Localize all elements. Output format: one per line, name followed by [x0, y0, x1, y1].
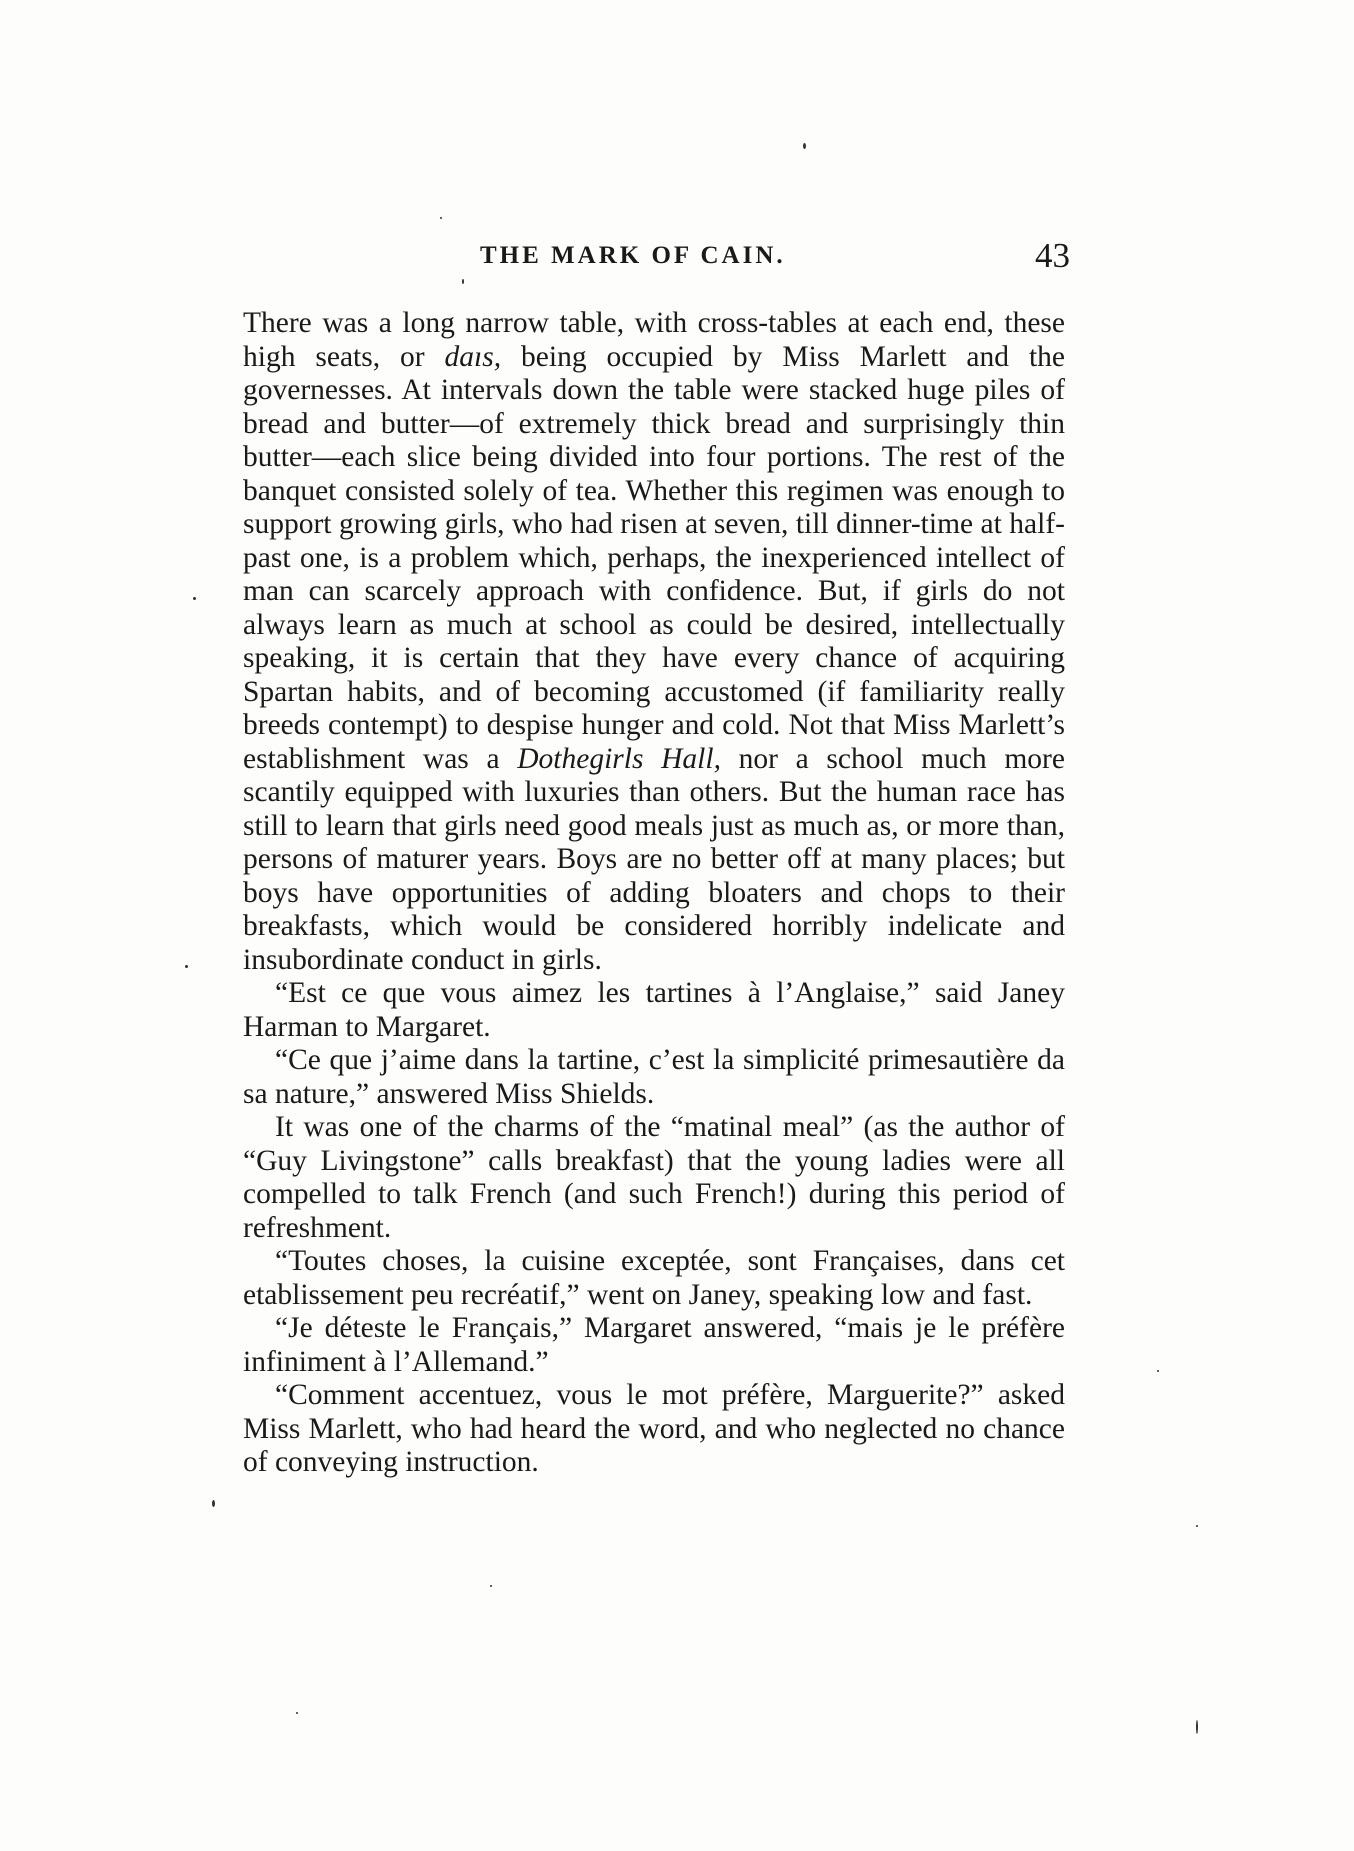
text-run: “Comment accentuez, vous le mot préfère, Marguerite?” asked Miss Marlett, who had heard the word, and who neglected no chance of conveying instruction.	[243, 1379, 1065, 1478]
paragraph	[243, 1111, 1065, 1245]
text-run: “Ce que j’aime dans la tartine, c’est la simplicité primesautière da sa nature,” answered Miss Shields.	[243, 1044, 1065, 1110]
italic-text: Dothegirls Hall,	[517, 742, 721, 775]
text-run: There was a long narrow table, with cross-tables at each end, these high seats, or	[243, 307, 1065, 373]
page-number: 43	[1035, 236, 1070, 275]
paragraph	[243, 1379, 1065, 1480]
running-title: THE MARK OF CAIN.	[480, 242, 786, 269]
scan-speck	[193, 597, 196, 600]
page-header	[240, 236, 1070, 282]
scan-speck	[440, 217, 442, 219]
scan-speck	[185, 965, 188, 968]
scan-speck	[1196, 1525, 1198, 1527]
scan-speck	[803, 143, 806, 149]
scan-speck	[462, 279, 464, 284]
scan-speck	[1196, 1720, 1198, 1734]
paragraph	[243, 1245, 1065, 1312]
text-run: “Toutes choses, la cuisine exceptée, sont Françaises, dans cet etablissement peu recréatif,” went on Janey, speaking low and fast.	[243, 1245, 1065, 1311]
paragraph	[243, 307, 1065, 977]
text-run: It was one of the charms of the “matinal meal” (as the author of “Guy Livingstone” calls breakfast) that the young ladies were all compelled to talk French (and such French!) during this period of refreshment.	[243, 1111, 1065, 1244]
italic-text: daıs,	[444, 340, 502, 373]
text-run: nor a school much more scantily equipped with luxuries than others. But the human race has still to learn that girls need good meals just as much as, or more than, persons of maturer years. Boys are no better off at many places; but boys have opportunities of adding bloaters and chops to their breakfasts, which would be considered horribly indelicate and insubordinate conduct in girls.	[243, 742, 1065, 976]
paragraph	[243, 1312, 1065, 1379]
scan-speck	[296, 1712, 298, 1714]
text-run: “Je déteste le Français,” Margaret answered, “mais je le préfère infiniment à l’Allemand.”	[243, 1312, 1065, 1378]
text-run: being occupied by Miss Marlett and the governesses. At intervals down the table were stacked huge piles of bread and butter—of extremely thick bread and surprisingly thin butter—each slice being divided into four portions. The rest of the banquet consisted solely of tea. Whether this regimen was enough to support growing girls, who had risen at seven, till dinner-time at half-past one, is a problem which, perhaps, the inexperienced intellect of man can scarcely approach with confidence. But, if girls do not always learn as much at school as could be desired, intellectually speaking, it is certain that they have every chance of acquiring Spartan habits, and of becoming accustomed (if familiarity really breeds contempt) to despise hunger and cold. Not that Miss Marlett’s establishment was a	[243, 340, 1065, 775]
scan-speck	[1157, 1370, 1159, 1372]
paragraph	[243, 977, 1065, 1044]
scan-speck	[490, 1585, 492, 1587]
text-run: “Est ce que vous aimez les tartines à l’Anglaise,” said Janey Harman to Margaret.	[243, 977, 1065, 1043]
body-text	[243, 307, 1065, 1480]
scan-speck	[212, 1500, 215, 1507]
paragraph	[243, 1044, 1065, 1111]
